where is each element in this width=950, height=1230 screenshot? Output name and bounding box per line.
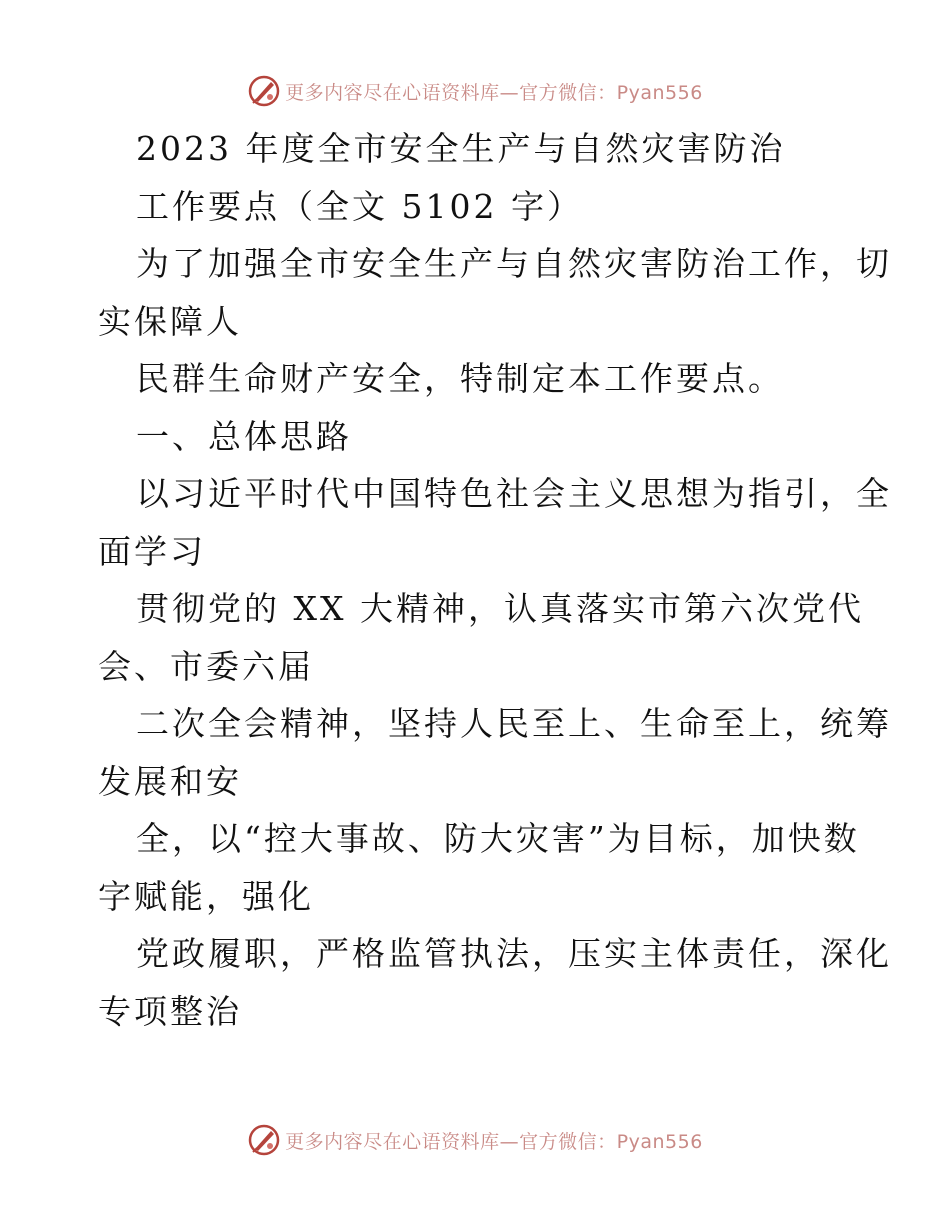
paragraph-line: 为了加强全市安全生产与自然灾害防治工作，切	[136, 244, 892, 283]
paragraph-line: 党政履职，严格监管执法，压实主体责任，深化	[136, 934, 892, 973]
paragraph-line: 会、市委六届	[98, 646, 314, 686]
paragraph-line: 面学习	[98, 531, 206, 571]
doc-title-line-1: 2023 年度全市安全生产与自然灾害防治	[136, 129, 786, 168]
quill-pen-logo-icon	[247, 74, 281, 108]
paragraph-line: 实保障人	[98, 301, 242, 341]
doc-title-line-2: 工作要点（全文 5102 字）	[136, 186, 583, 226]
paragraph-line: 字赋能，强化	[98, 876, 314, 916]
paragraph-line: 全，以“控大事故、防大灾害”为目标，加快数	[136, 819, 860, 858]
header-watermark-text: 更多内容尽在心语资料库—官方微信：Pyan556	[285, 81, 703, 104]
quill-pen-logo-icon	[247, 1123, 281, 1157]
paragraph-line: 以习近平时代中国特色社会主义思想为指引，全	[136, 474, 892, 513]
paragraph-line: 专项整治	[98, 991, 242, 1031]
header-watermark-banner	[0, 71, 950, 111]
paragraph-line: 民群生命财产安全，特制定本工作要点。	[136, 359, 784, 398]
paragraph-line: 发展和安	[98, 761, 242, 801]
footer-watermark-text: 更多内容尽在心语资料库—官方微信：Pyan556	[285, 1130, 703, 1153]
footer-watermark-banner	[0, 1120, 950, 1160]
section-heading: 一、总体思路	[136, 416, 352, 456]
document-body	[98, 120, 892, 1040]
paragraph-line: 贯彻党的 XX 大精神，认真落实市第六次党代	[136, 589, 864, 628]
paragraph-line: 二次全会精神，坚持人民至上、生命至上，统筹	[136, 704, 892, 743]
